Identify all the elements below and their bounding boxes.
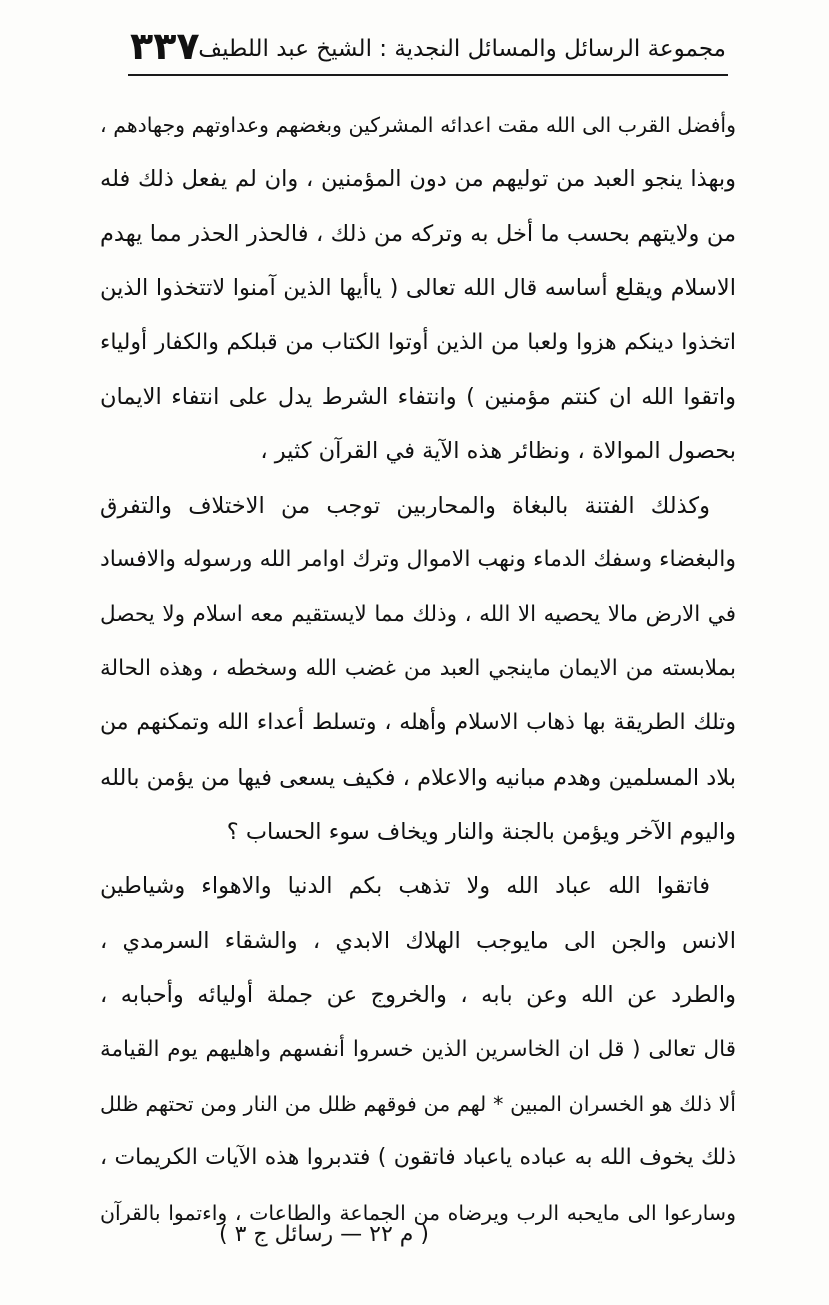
- text-line: اتخذوا دينكم هزوا ولعبا من الذين أوتوا الكتاب من قبلكم والكفار أولياء: [100, 329, 736, 355]
- text-line: وبهذا ينجو العبد من توليهم من دون المؤمنين ، وان لم يفعل ذلك فله: [100, 166, 736, 193]
- text-line: وكذلك الفتنة بالبغاة والمحاربين توجب من الاختلاف والتفرق: [100, 492, 710, 519]
- text-line: قال تعالى ( قل ان الخاسرين الذين خسروا أنفسهم واهليهم يوم القيامة: [100, 1036, 736, 1062]
- text-line: من ولايتهم بحسب ما أخل به وتركه من ذلك ، فالحذر الحذر مما يهدم: [100, 220, 736, 247]
- body-text: [100, 98, 736, 1240]
- text-line: واليوم الآخر ويؤمن بالجنة والنار ويخاف سوء الحساب ؟: [226, 819, 736, 846]
- text-line: والطرد عن الله وعن بابه ، والخروج عن جملة أوليائه وأحبابه ،: [100, 982, 736, 1009]
- text-line: الاسلام ويقلع أساسه قال الله تعالى ( ياأيها الذين آمنوا لاتتخذوا الذين: [100, 275, 736, 302]
- text-line: وأفضل القرب الى الله مقت اعدائه المشركين وبغضهم وعداوتهم وجهادهم ،: [100, 113, 736, 137]
- text-line: فاتقوا الله عباد الله ولا تذهب بكم الدنيا والاهواء وشياطين: [100, 873, 710, 900]
- signature-mark: ( م ٢٢ — رسائل ج ٣ ): [219, 1222, 429, 1247]
- text-line: ألا ذلك هو الخسران المبين * لهم من فوقهم ظلل من النار ومن تحتهم ظلل: [100, 1092, 736, 1117]
- text-line: واتقوا الله ان كنتم مؤمنين ) وانتفاء الشرط يدل على انتفاء الايمان: [100, 383, 736, 410]
- text-line: الانس والجن الى مايوجب الهلاك الابدي ، والشقاء السرمدي ،: [100, 927, 736, 954]
- page-number: ٣٣٧: [130, 24, 200, 68]
- header-rule: [128, 74, 728, 76]
- running-title: مجموعة الرسائل والمسائل النجدية : الشيخ عبد اللطيف: [198, 36, 726, 62]
- page-header: [130, 22, 726, 72]
- text-line: بملابسته من الايمان ماينجي العبد من غضب الله وسخطه ، وهذه الحالة: [100, 655, 736, 681]
- text-line: وتلك الطريقة بها ذهاب الاسلام وأهله ، وتسلط أعداء الله وتمكنهم من: [100, 710, 736, 736]
- text-line: بحصول الموالاة ، ونظائر هذه الآية في القرآن كثير ،: [260, 438, 736, 465]
- text-line: ذلك يخوف الله به عباده ياعباد فاتقون ) فتدبروا هذه الآيات الكريمات ،: [100, 1145, 736, 1171]
- text-line: في الارض مالا يحصيه الا الله ، وذلك مما لايستقيم معه اسلام ولا يحصل: [100, 601, 736, 627]
- text-line: والبغضاء وسفك الدماء ونهب الاموال وترك اوامر الله ورسوله والافساد: [100, 547, 736, 573]
- text-line: بلاد المسلمين وهدم مبانيه والاعلام ، فكيف يسعى فيها من يؤمن بالله: [100, 764, 736, 791]
- text-line: وسارعوا الى مايحبه الرب ويرضاه من الجماعة والطاعات ، واءتموا بالقرآن: [100, 1200, 736, 1225]
